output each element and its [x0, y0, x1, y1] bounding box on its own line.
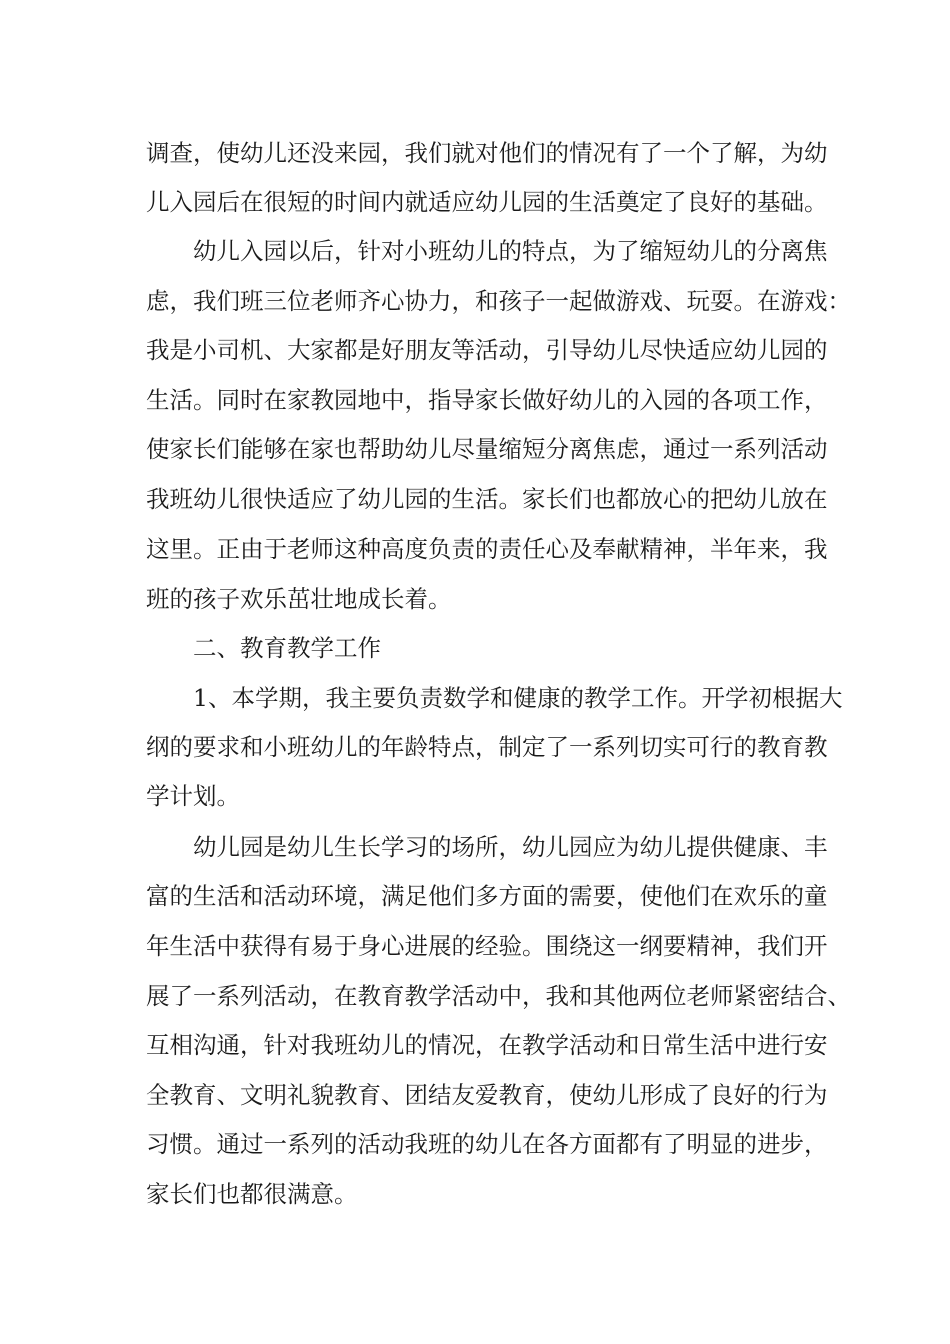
text-line: 调查，使幼儿还没来园，我们就对他们的情况有了一个了解，为幼 — [146, 139, 828, 167]
text-line: 我是小司机、大家都是好朋友等活动，引导幼儿尽快适应幼儿园的 — [146, 336, 828, 364]
section-heading: 二、教育教学工作 — [193, 634, 381, 662]
text-line: 使家长们能够在家也帮助幼儿尽量缩短分离焦虑，通过一系列活动 — [146, 435, 828, 463]
text-line: 幼儿入园以后，针对小班幼儿的特点，为了缩短幼儿的分离焦 — [193, 237, 828, 265]
text-line: 1、本学期，我主要负责数学和健康的教学工作。开学初根据大 — [193, 684, 843, 712]
text-line: 虑，我们班三位老师齐心协力，和孩子一起做游戏、玩耍。在游戏： — [146, 287, 851, 315]
text-line: 年生活中获得有易于身心进展的经验。围绕这一纲要精神，我们开 — [146, 932, 828, 960]
text-line: 这里。正由于老师这种高度负责的责任心及奉献精神，半年来，我 — [146, 535, 828, 563]
text-line: 纲的要求和小班幼儿的年龄特点，制定了一系列切实可行的教育教 — [146, 733, 828, 761]
text-line: 幼儿园是幼儿生长学习的场所，幼儿园应为幼儿提供健康、丰 — [193, 833, 828, 861]
text-line: 全教育、文明礼貌教育、团结友爱教育，使幼儿形成了良好的行为 — [146, 1081, 828, 1109]
text-line: 互相沟通，针对我班幼儿的情况，在教学活动和日常生活中进行安 — [146, 1031, 828, 1059]
text-line: 学计划。 — [146, 782, 240, 810]
text-line: 富的生活和活动环境，满足他们多方面的需要，使他们在欢乐的童 — [146, 882, 828, 910]
text-line: 我班幼儿很快适应了幼儿园的生活。家长们也都放心的把幼儿放在 — [146, 485, 828, 513]
text-line: 展了一系列活动，在教育教学活动中，我和其他两位老师紧密结合、 — [146, 982, 851, 1010]
text-line: 家长们也都很满意。 — [146, 1180, 358, 1208]
text-line: 班的孩子欢乐茁壮地成长着。 — [146, 585, 452, 613]
text-line: 生活。同时在家教园地中，指导家长做好幼儿的入园的各项工作， — [146, 386, 828, 414]
text-line: 儿入园后在很短的时间内就适应幼儿园的生活奠定了良好的基础。 — [146, 188, 828, 216]
text-line: 习惯。通过一系列的活动我班的幼儿在各方面都有了明显的进步， — [146, 1130, 828, 1158]
